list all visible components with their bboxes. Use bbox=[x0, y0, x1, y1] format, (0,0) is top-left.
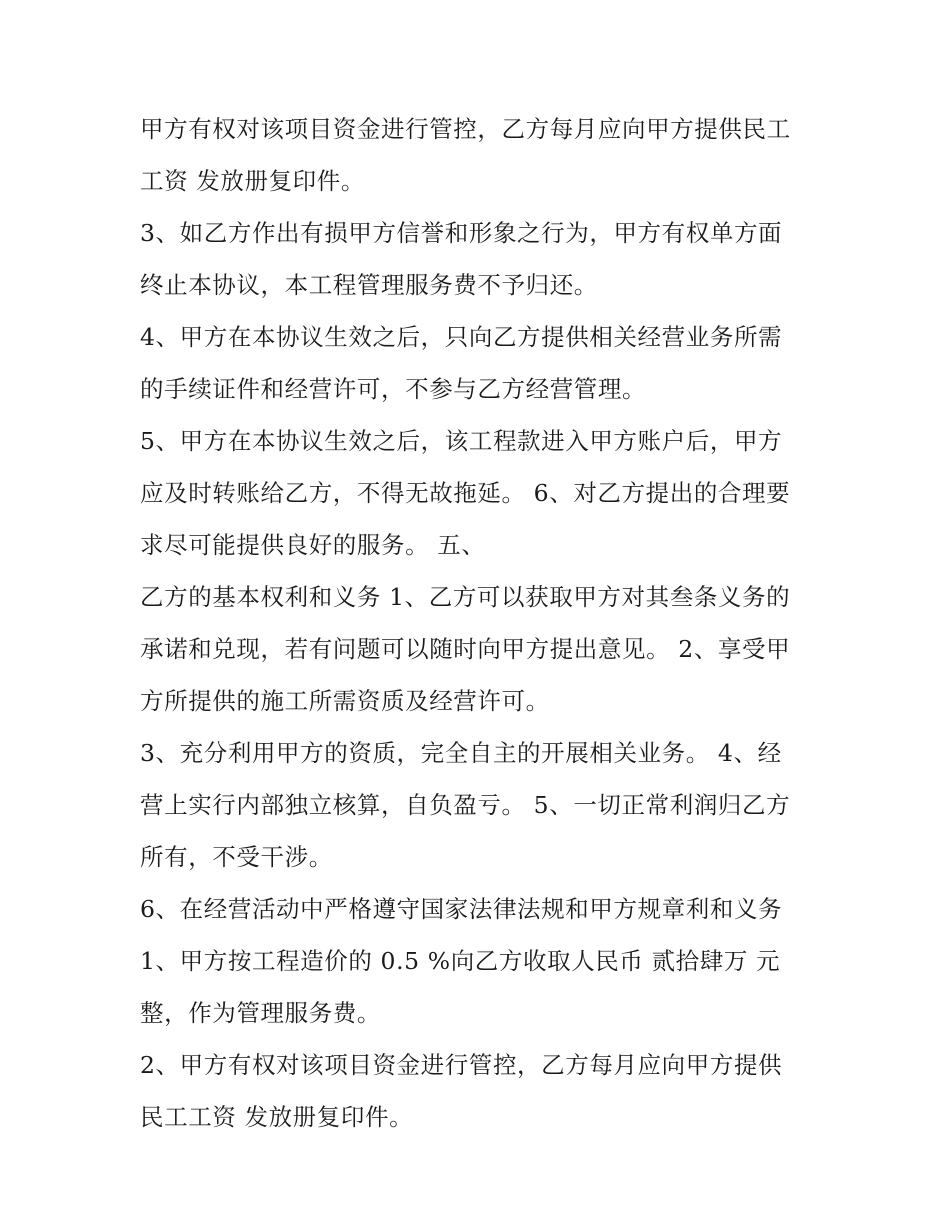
text-line: 3、如乙方作出有损甲方信誉和形象之行为，甲方有权单方面 bbox=[140, 219, 783, 247]
text-line: 民工工资 发放册复印件。 bbox=[140, 1103, 414, 1131]
text-line: 终止本协议，本工程管理服务费不予归还。 bbox=[140, 271, 598, 299]
text-line: 所有，不受干涉。 bbox=[140, 843, 333, 871]
text-line: 2、甲方有权对该项目资金进行管控，乙方每月应向甲方提供 bbox=[140, 1051, 783, 1079]
text-line: 3、充分利用甲方的资质，完全自主的开展相关业务。 4、经 bbox=[140, 739, 782, 767]
text-line: 甲方有权对该项目资金进行管控，乙方每月应向甲方提供民工 bbox=[140, 115, 791, 143]
text-line: 6、在经营活动中严格遵守国家法律法规和甲方规章利和义务 bbox=[140, 895, 783, 923]
text-line: 承诺和兑现，若有问题可以随时向甲方提出意见。 2、享受甲 bbox=[140, 635, 791, 663]
text-line: 工资 发放册复印件。 bbox=[140, 167, 365, 195]
text-line: 整，作为管理服务费。 bbox=[140, 999, 381, 1027]
text-line: 的手续证件和经营许可，不参与乙方经营管理。 bbox=[140, 375, 647, 403]
text-line: 方所提供的施工所需资质及经营许可。 bbox=[140, 687, 550, 715]
text-line: 乙方的基本权利和义务 1、乙方可以获取甲方对其叁条义务的 bbox=[140, 583, 791, 611]
document-body bbox=[140, 103, 820, 1143]
text-line: 4、甲方在本协议生效之后，只向乙方提供相关经营业务所需 bbox=[140, 323, 783, 351]
text-line: 求尽可能提供良好的服务。 五、 bbox=[140, 531, 486, 559]
text-line: 应及时转账给乙方，不得无故拖延。 6、对乙方提出的合理要 bbox=[140, 479, 791, 507]
text-line: 1、甲方按工程造价的 0.5 %向乙方收取人民币 贰拾肆万 元 bbox=[140, 947, 781, 975]
text-line: 5、甲方在本协议生效之后，该工程款进入甲方账户后，甲方 bbox=[140, 427, 783, 455]
text-line: 营上实行内部独立核算，自负盈亏。 5、一切正常利润归乙方 bbox=[140, 791, 791, 819]
